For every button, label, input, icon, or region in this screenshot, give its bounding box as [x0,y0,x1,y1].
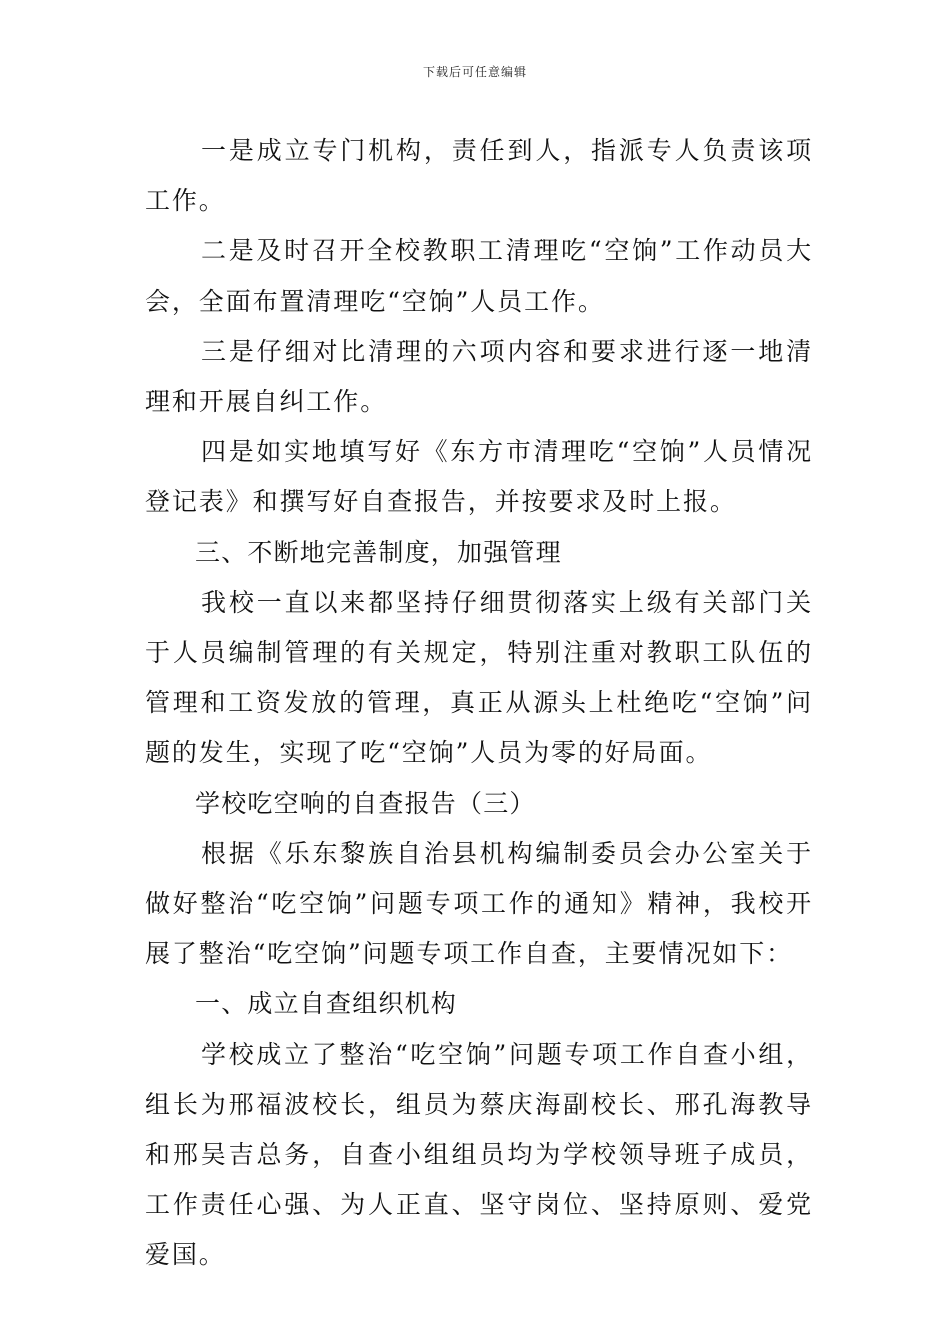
page-header: 下载后可任意编辑 [422,65,527,79]
paragraph-item-2: 二是及时召开全校教职工清理吃“空饷”工作动员大会，全面布置清理吃“空饷”人员工作。 [145,236,813,316]
report-title: 学校吃空响的自查报告（三） [195,788,536,818]
paragraph-item-4: 四是如实地填写好《东方市清理吃“空饷”人员情况登记表》和撰写好自查报告，并按要求及时上报。 [145,437,813,517]
paragraph-item-3: 三是仔细对比清理的六项内容和要求进行逐一地清理和开展自纠工作。 [145,336,813,417]
section-heading-1: 一、成立自查组织机构 [195,989,458,1019]
paragraph-management: 我校一直以来都坚持仔细贯彻落实上级有关部门关于人员编制管理的有关规定，特别注重对教职工队伍的管理和工资发放的管理，真正从源头上杜绝吃“空饷”问题的发生，实现了吃“空饷”人员为零的好局面。 [145,587,813,768]
paragraph-group: 学校成立了整治“吃空饷”问题专项工作自查小组，组长为邢福波校长，组员为蔡庆海副校长、邢孔海教导和邢吴吉总务，自查小组组员均为学校领导班子成员，工作责任心强、为人正直、坚守岗位、坚持原则、爱党爱国。 [145,1039,813,1270]
paragraph-intro: 根据《乐东黎族自治县机构编制委员会办公室关于做好整治“吃空饷”问题专项工作的通知》精神，我校开展了整治“吃空饷”问题专项工作自查，主要情况如下： [145,838,813,969]
section-heading-3: 三、不断地完善制度，加强管理 [195,537,562,567]
document-body [145,126,813,1281]
paragraph-item-1: 一是成立专门机构，责任到人，指派专人负责该项工作。 [145,136,813,216]
